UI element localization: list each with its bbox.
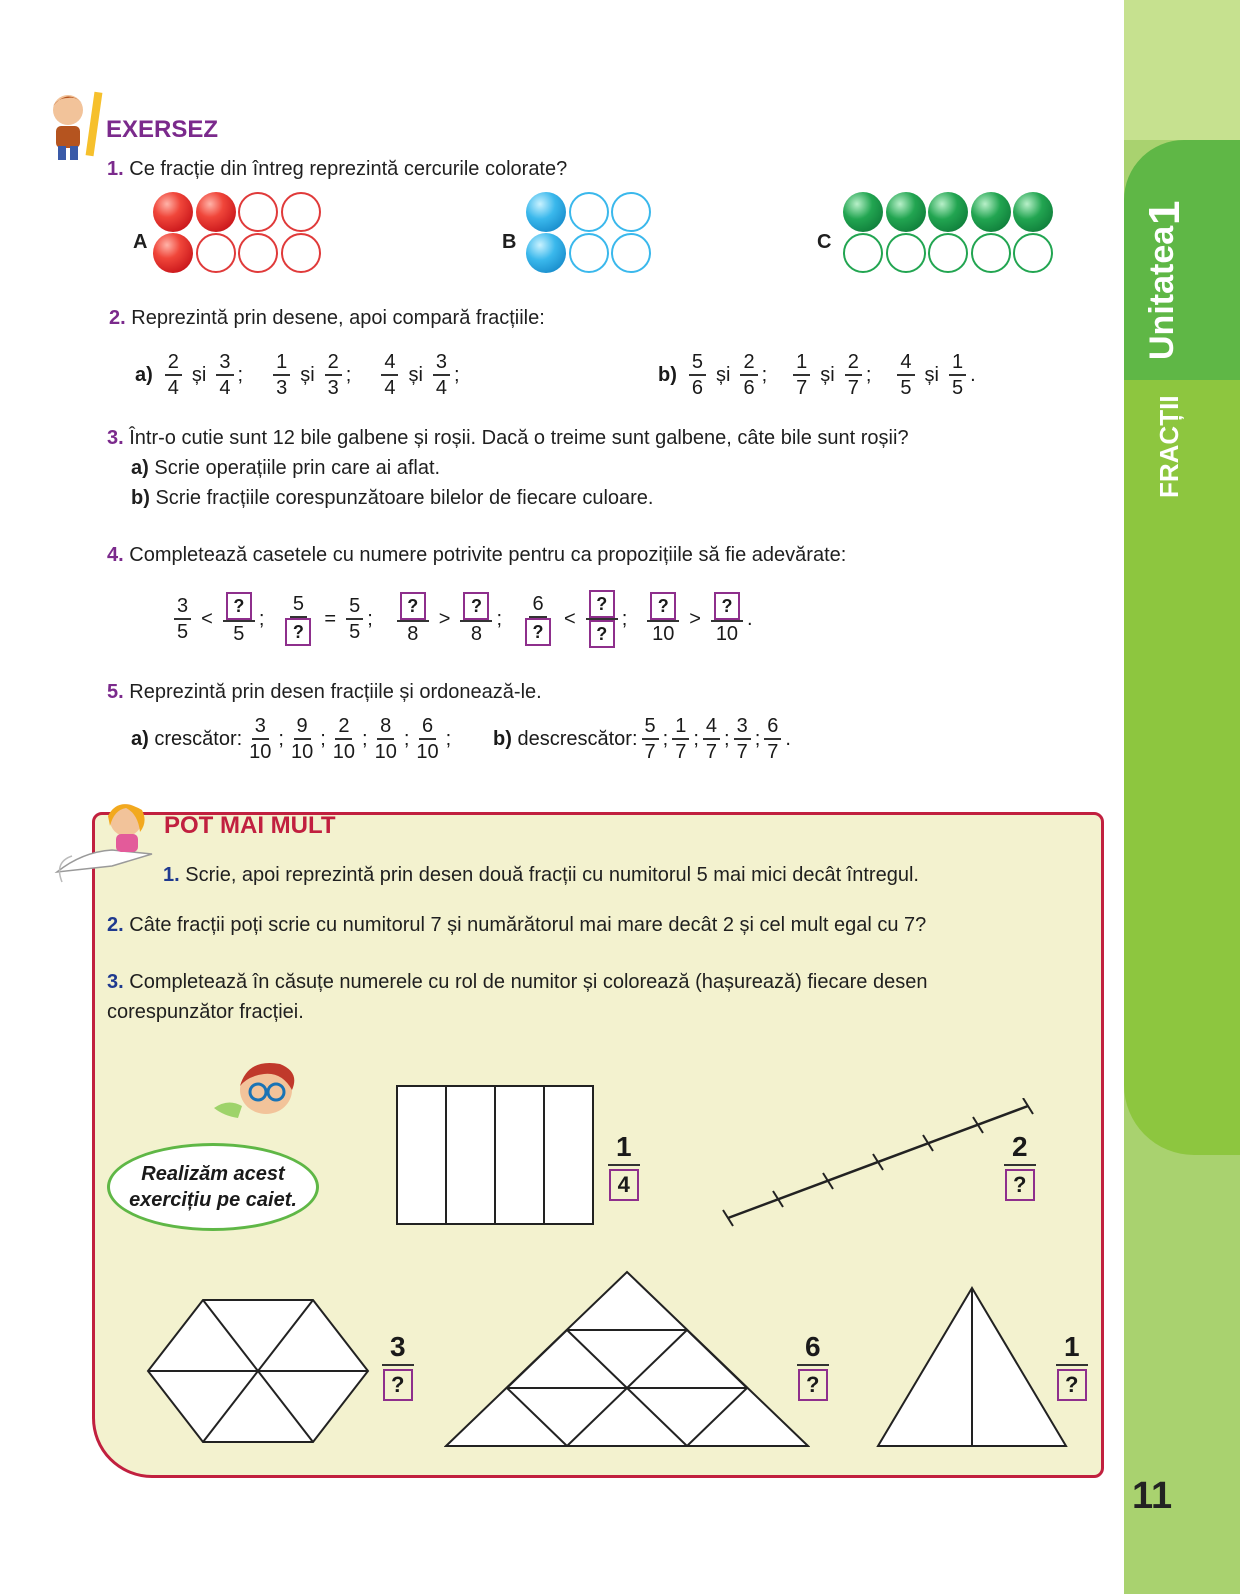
fraction: 3 5 [174, 594, 191, 644]
answer-box[interactable]: ? [383, 1369, 413, 1401]
challenge-3: 3. Completează în căsuțe numerele cu rol de numitor și colorează (hașurează) fiecare desen corespunzător fracției. [107, 971, 928, 1023]
exercise-2b-row: b) 5 6 și 2 6 ; 1 7 și 2 7 ; 4 5 și 1 5 . [658, 351, 976, 399]
fraction: 1 7 [672, 714, 689, 764]
group-c-circle-filled [843, 192, 883, 232]
group-b-circle-empty [569, 233, 609, 273]
group-c-circle-empty [843, 233, 883, 273]
part-a-label: a) [135, 363, 153, 386]
group-a-circle-empty [196, 233, 236, 273]
fraction: 2 7 [845, 350, 862, 400]
triangle-2-parts [876, 1286, 1068, 1448]
fraction-rect: 1 4 [608, 1130, 640, 1201]
answer-box[interactable]: ? [1057, 1369, 1087, 1401]
fraction: 5 7 [642, 714, 659, 764]
fraction: 5 ? [282, 592, 314, 646]
exercise-2: 2. Reprezintă prin desene, apoi compară fracțiile: [109, 307, 545, 329]
section-title-pot-mai-mult: POT MAI MULT [164, 812, 336, 839]
group-b-circle-filled [526, 192, 566, 232]
fraction: ? 8 [397, 592, 429, 646]
answer-box[interactable]: ? [226, 592, 252, 620]
fraction: 4 5 [897, 350, 914, 400]
rectangle-4-parts [396, 1085, 596, 1227]
boy-pencil-icon [46, 88, 106, 162]
group-a-circle-filled [153, 233, 193, 273]
group-a-circle-empty [281, 233, 321, 273]
fraction: $\frac{5}{5}$ [346, 594, 363, 644]
group-a-circle-filled [196, 192, 236, 232]
group-c-circle-filled [886, 192, 926, 232]
fraction: 5 6 [689, 350, 706, 400]
fraction: 4 7 [703, 714, 720, 764]
answer-box[interactable]: ? [589, 620, 615, 648]
group-b-circle-empty [611, 192, 651, 232]
answer-box[interactable]: ? [650, 592, 676, 620]
fraction: 6 7 [764, 714, 781, 764]
chapter-title: FRACȚII [1154, 395, 1184, 498]
section-title-exersez: EXERSEZ [106, 116, 219, 143]
group-b-circle-filled [526, 233, 566, 273]
group-c-circle-empty [928, 233, 968, 273]
group-a-circle-empty [238, 192, 278, 232]
exercise-5b-row: b) descrescător: 5 7 ; 1 7 ; 4 7 ; 3 7 ; 6 7 . [493, 715, 791, 763]
fraction: ? 10 [647, 592, 679, 646]
fraction: ? 8 [460, 592, 492, 646]
unit-label: Unitatea [1143, 225, 1181, 360]
fraction: 2 4 [165, 350, 182, 400]
fraction-pyramid: 6 ? [797, 1330, 829, 1401]
page-number: 11 [1132, 1475, 1173, 1517]
part-b-label: b) [658, 363, 677, 386]
fraction: 6 ? [522, 592, 554, 646]
fraction: 2 10 [332, 715, 356, 763]
fraction: 2 3 [325, 350, 342, 400]
answer-box[interactable]: ? [463, 592, 489, 620]
challenge-1: 1. Scrie, apoi reprezintă prin desen două fracții cu numitorul 5 mai mici decât întregul. [163, 864, 919, 886]
fraction-line: 2 ? [1004, 1130, 1036, 1201]
fraction: 8 10 [374, 715, 397, 763]
exercise-4-row: 3 5 < ? 5 ; 5 ? = $\frac{5}{5}$ ; ? 8 > ? 8 ; 6 ? < ? ? ; ? 10 > ? 10 . [170, 590, 753, 648]
unit-tab [1124, 140, 1240, 380]
answer-box[interactable]: ? [714, 592, 740, 620]
fraction: ? 10 [711, 592, 743, 646]
fraction: 4 4 [381, 350, 398, 400]
fraction-triangle: 1 ? [1056, 1330, 1088, 1401]
bubble-text-2: exercițiu pe caiet. [129, 1189, 297, 1211]
boy-glasses-icon [208, 1058, 312, 1130]
fraction: ? 5 [223, 592, 255, 646]
fraction: 3 10 [249, 715, 272, 763]
fraction: 3 4 [433, 350, 450, 400]
fraction: 3 4 [216, 350, 233, 400]
bubble-text-1: Realizăm acest [141, 1163, 285, 1185]
label-a: A [133, 231, 148, 253]
exercise-4: 4. Completează casetele cu numere potrivite pentru ca propozițiile să fie adevărate: [107, 544, 847, 566]
fraction: 9 10 [290, 715, 314, 763]
answer-box[interactable]: ? [798, 1369, 828, 1401]
group-c-circle-empty [886, 233, 926, 273]
group-a-circle-empty [281, 192, 321, 232]
answer-box[interactable]: 4 [609, 1169, 639, 1201]
answer-box[interactable]: ? [589, 590, 615, 618]
exercise-1: 1. Ce fracție din întreg reprezintă cercurile colorate? [107, 158, 568, 180]
group-a-circle-empty [238, 233, 278, 273]
side-strip-top [1124, 0, 1240, 140]
group-b-circle-empty [569, 192, 609, 232]
unit-number: 1 [1140, 200, 1189, 225]
triangle-pyramid [444, 1270, 810, 1448]
label-b: B [502, 231, 517, 253]
fraction [586, 590, 618, 648]
fraction-hexagon: 3 ? [382, 1330, 414, 1401]
group-c-circle-filled [928, 192, 968, 232]
girl-on-paper-plane-icon [52, 792, 162, 888]
group-c-circle-filled [1013, 192, 1053, 232]
fraction: 1 3 [273, 350, 290, 400]
exercise-3: 3. Într-o cutie sunt 12 bile galbene și roșii. Dacă o treime sunt galbene, câte bile sunt roșii? a) Scrie operațiile prin care ai aflat. b) Scrie fracțiile corespunzătoare bilelor de fiecare culoare. [107, 427, 909, 509]
group-b-circle-empty [611, 233, 651, 273]
fraction: 3 7 [734, 714, 751, 764]
hexagon-6-triangles [146, 1298, 370, 1444]
fraction: 1 5 [949, 350, 966, 400]
exercise-5: 5. Reprezintă prin desen fracțiile și ordonează-le. [107, 681, 542, 703]
group-c-circle-empty [971, 233, 1011, 273]
fraction: 6 10 [416, 715, 439, 763]
speech-bubble [107, 1143, 319, 1231]
exercise-2a-row: a) 2 4 și 3 4 ; 1 3 și 2 3 ; 4 4 și 3 4 ; [135, 351, 460, 399]
fraction: 2 6 [740, 350, 757, 400]
exercise-5a-row: a) crescător: 3 10 ; 9 10 ; 2 10 ; 8 10 ; 6 10 ; [131, 715, 452, 763]
answer-box[interactable]: ? [400, 592, 426, 620]
answer-box[interactable]: ? [1005, 1169, 1035, 1201]
answer-box[interactable]: ? [525, 618, 551, 646]
fraction: 1 7 [793, 350, 810, 400]
segment-with-ticks [720, 1098, 1040, 1230]
group-a-circle-filled [153, 192, 193, 232]
challenge-2: 2. Câte fracții poți scrie cu numitorul 7 și numărătorul mai mare decât 2 și cel mult egal cu 7? [107, 914, 927, 936]
group-c-circle-empty [1013, 233, 1053, 273]
answer-box[interactable]: ? [285, 618, 311, 646]
label-c: C [817, 231, 832, 253]
group-c-circle-filled [971, 192, 1011, 232]
